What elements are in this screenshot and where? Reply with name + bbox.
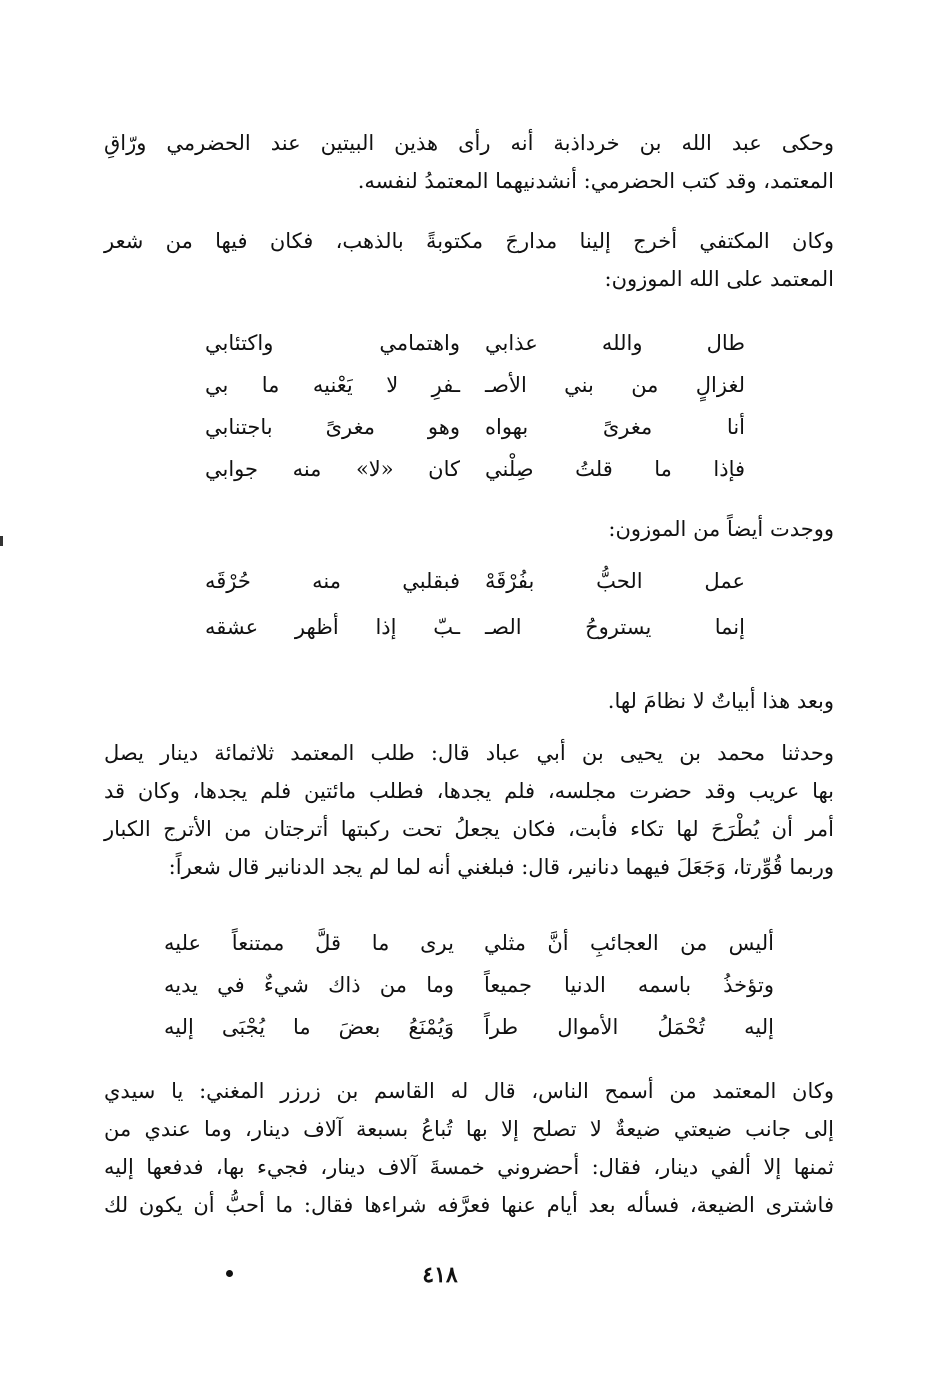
paragraph-line: ثمنها إلا ألفي دينار، فقال: أحضروني خمسةَ آلاف دينار، فجيء بها، فدفعها إليه: [104, 1155, 834, 1179]
paragraph-line: وكان المكتفي أخرج إلينا مدارجَ مكتوبةً بالذهب، فكان فيها من شعر: [104, 229, 834, 253]
paragraph-line: ووجدت أيضاً من الموزون:: [608, 517, 834, 541]
paragraph-line: فاشترى الضيعة، فسأله بعد أيام عنها فعرَّفه شراءها فقال: ما أحبُّ أن يكون لك: [104, 1193, 834, 1217]
paragraph-5: [104, 734, 834, 886]
scan-edge-mark: [0, 536, 3, 546]
verse-first-hemistich: وتؤخذُ باسمه الدنيا جميعاً: [484, 973, 774, 997]
verse-second-hemistich: وَيُمْنَعُ بعضَ ما يُجْبَى إليه: [164, 1015, 454, 1039]
verse-second-hemistich: ـفرِ لا يَعْنيه ما بي: [205, 373, 460, 397]
paragraph-line: وحكى عبد الله بن خرداذبة أنه رأى هذين البيتين عند الحضرمي ورّاقِ: [104, 131, 834, 155]
paragraph-line: وربما قُوِّرتا، وَجَعَلَ فيهما دنانير، قال: فبلغني أنه لما لم يجد الدنانير قال شعراً:: [168, 855, 834, 879]
verse-first-hemistich: عمل الحبُّ بفُرْقَهْ: [485, 569, 745, 593]
verse-first-hemistich: فإذا ما قلتُ صِلْني: [485, 457, 745, 481]
verse-second-hemistich: ـبّ إذا أظهر عشقه: [205, 615, 460, 639]
page-number: ٤١٨: [422, 1262, 458, 1288]
paragraph-line: وكان المعتمد من أسمح الناس، قال له القاسم بن زرزر المغني: يا سيدي: [104, 1079, 834, 1103]
verse-first-hemistich: لغزالٍ من بني الأصـ: [485, 373, 745, 397]
paragraph-line: وبعد هذا أبياتٌ لا نظامَ لها.: [607, 689, 834, 713]
paragraph-line: المعتمد على الله الموزون:: [604, 267, 834, 291]
verse-second-hemistich: واهتمامي واكتئابي: [205, 331, 460, 355]
paragraph-4: [104, 682, 834, 720]
paragraph-line: بها عريب وقد حضرت مجلسه، فلم يجدها، فطلب مائتين فلم يجدها، وكان قد: [104, 779, 834, 803]
verse-second-hemistich: كان «لا» منه جوابي: [205, 457, 460, 481]
verse-first-hemistich: أليس من العجائبِ أنَّ مثلي: [484, 931, 774, 955]
paragraph-line: إلى جانب ضيعتي ضيعةٌ لا تصلح إلا بها تُباعُ بسبعة آلاف دينار، وما عندي من: [104, 1117, 834, 1141]
paragraph-line: أمر أن يُطْرَحَ لها تكاء فأبت، فكان يجعلُ تحت ركبتها أترجتان من الأترج الكبار: [104, 817, 834, 841]
ink-dot: [226, 1270, 233, 1277]
paragraph-line: المعتمد، وقد كتب الحضرمي: أنشدنيهما المعتمدُ لنفسه.: [357, 169, 834, 193]
paragraph-line: وحدثنا محمد بن يحيى بن أبي عباد قال: طلب المعتمد ثلاثمائة دينار يصل: [104, 741, 834, 765]
verse-second-hemistich: يرى ما قلَّ ممتنعاً عليه: [164, 931, 454, 955]
verse-second-hemistich: فبقلبي منه حُرْقَه: [205, 569, 460, 593]
verse-second-hemistich: وهو مغرىً باجتنابي: [205, 415, 460, 439]
paragraph-1: [104, 124, 834, 200]
verse-first-hemistich: أنا مغرىً بهواه: [485, 415, 745, 439]
verse-first-hemistich: إليه تُحْمَلُ الأموال طراً: [484, 1015, 774, 1039]
verse-second-hemistich: وما من ذاك شيءٌ في يديه: [164, 973, 454, 997]
verse-first-hemistich: طال والله عذابي: [485, 331, 745, 355]
paragraph-3: [104, 510, 834, 548]
paragraph-6: [104, 1072, 834, 1224]
paragraph-2: [104, 222, 834, 298]
verse-first-hemistich: إنما يستروحُ الصـ: [485, 615, 745, 639]
